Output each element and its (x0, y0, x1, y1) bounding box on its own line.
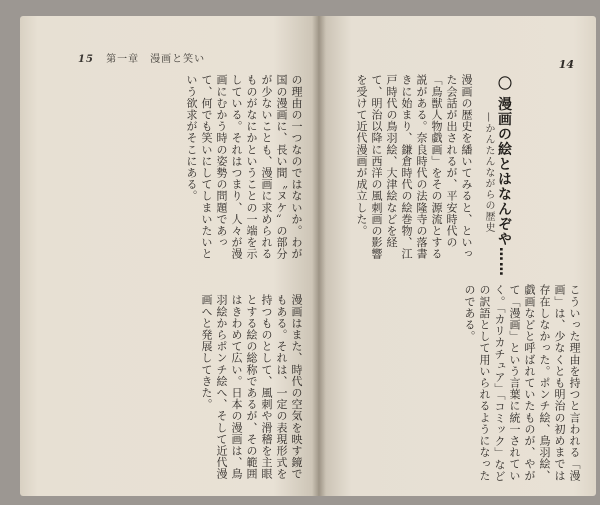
left-page-number: 15 (78, 54, 94, 65)
left-lower-body-text: 漫画はまた、時代の空気を映す鏡でもある。それは、一定の表現形式を持つものとして、風刺や滑稽を主眼とする絵の総称であるが、その範囲はきわめて広い。日本の漫画は、鳥羽絵からポンチ絵へ、そして近代漫画へと発展してきた。 (200, 294, 303, 480)
left-page (20, 16, 318, 496)
left-running-head (78, 50, 205, 65)
right-upper-body-text: 漫画の歴史を繙いてみると、といった会話が出されるが、平安時代の「鳥獣人物戯画」をその源流とする説がある。奈良時代の法隆寺の落書きに始まり、鎌倉時代の絵巻物、江戸時代の鳥羽絵、大津絵などを経て、明治以降に西洋の風刺画の影響を受けて近代漫画が成立した。 (355, 74, 473, 260)
open-book (20, 16, 596, 496)
left-upper-body-text: の理由の一つなのではないか。わが国の漫画に、長い間〝ヌケ〟の部分が少ないことも、漫画に求められるものがなにかということの一端を示している。それはつまり、人々が漫画にむかう時の姿勢の問題であって、何でも笑いにしてしまいたいという欲求がそこにある。 (185, 74, 303, 260)
right-page (318, 16, 596, 496)
right-lower-body-text: こういった理由を持つと言われる「漫画」は、少なくとも明治の初めまでは存在しなかった。ポンチ絵、鳥羽絵、戯画などと呼ばれていたものが、やがて「漫画」という言葉に統一されていく。「カリカチュア」「コミック」などの訳語として用いられるようになったのである。 (463, 284, 581, 482)
section-subheading: —かんたんながらの歴史 (483, 112, 494, 233)
chapter-title: 第一章 漫画と笑い (106, 54, 206, 65)
book-gutter (312, 16, 326, 496)
section-heading: 〇 漫画の絵とはなんぞや…… (496, 76, 512, 277)
right-page-number: 14 (558, 58, 574, 71)
